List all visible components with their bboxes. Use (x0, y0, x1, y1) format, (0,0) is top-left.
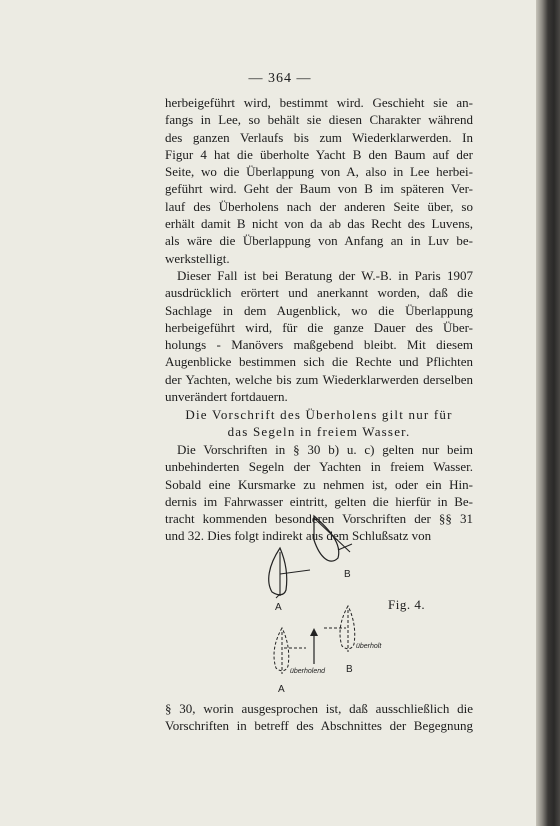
text-line: ausdrücklich erörtert und anerkannt worden, daß die (165, 285, 473, 301)
label-ueberholend: überholend (290, 668, 326, 675)
section-heading (165, 406, 473, 441)
text-line: Seite, wo die Überlappung von A, also in Lee herbei- (165, 164, 473, 180)
page-number: — 364 — (248, 71, 312, 86)
text-line: Augenblicke bestimmen sich die Rechte und Pflichten (165, 354, 473, 370)
book-binding-shadow (536, 0, 560, 826)
heading-line: Die Vorschrift des Überholens gilt nur für (185, 407, 453, 422)
figure-4-diagram (250, 510, 390, 700)
label-ueberholt: überholt (356, 643, 382, 650)
text-line: Sachlage in dem Augenblick, wo die Überlappung (165, 302, 473, 318)
label-a-top: A (275, 602, 282, 613)
text-line: dernis im Fahrwasser eintritt, gelten die hierfür in Be- (165, 493, 473, 509)
text-line: holungs - Manövers maßgebend bleibt. Mit diesem (165, 337, 473, 353)
text-line: Figur 4 hat die überholte Yacht B den Baum auf der (165, 146, 473, 162)
text-line: herbeigeführt wird, bestimmt wird. Geschieht sie an- (165, 95, 473, 110)
paragraph-2 (165, 267, 473, 405)
text-line: lauf des Überholens nach der anderen Seite über, so (165, 198, 473, 214)
text-line: Sobald eine Kursmarke zu nehmen ist, oder ein Hin- (165, 476, 473, 492)
text-line: unverändert fortdauern. (165, 389, 288, 405)
boat-b-bottom-icon (324, 606, 355, 652)
label-a-bottom: A (278, 684, 285, 695)
label-b-bottom: B (346, 664, 353, 675)
text-line: § 30, worin ausgesprochen ist, daß ausschließlich die (165, 701, 473, 716)
boat-a-top-icon (269, 548, 310, 598)
label-b-top: B (344, 569, 351, 580)
text-line: des ganzen Verlaufs bis zum Wiederklarwerden. In (165, 129, 473, 145)
text-line: werkstelligt. (165, 250, 230, 266)
text-line: und 32. Dies folgt indirekt aus dem Schlußsatz von (165, 528, 432, 544)
figure-caption: Fig. 4. (388, 597, 426, 612)
paragraph-1 (165, 94, 473, 267)
text-line: fangs in Lee, so behält sie diesen Charakter während (165, 112, 473, 128)
heading-line: das Segeln in freiem Wasser. (227, 424, 411, 440)
text-line: als wäre die Überlappung von Anfang an in Luv be- (165, 233, 473, 249)
text-line: tracht kommenden besonderen Vorschriften der §§ 31 (165, 511, 473, 527)
text-line: Vorschriften in betreff des Abschnittes der Begegnung (165, 718, 473, 734)
text-line: Dieser Fall ist bei Beratung der W.-B. in Paris 1907 (177, 268, 473, 283)
boat-b-top-icon (314, 516, 352, 561)
overtaking-arrow-icon (310, 628, 318, 664)
text-line: herbeigeführt wird, für die ganze Dauer des Über- (165, 319, 473, 335)
text-line: unbehinderten Segeln der Yachten in freiem Wasser. (165, 459, 473, 475)
paragraph-4 (165, 700, 473, 735)
text-line: der Yachten, welche bis zum Wiederklarwerden derselben (165, 371, 473, 387)
text-line: Die Vorschriften in § 30 b) u. c) gelten nur beim (177, 442, 473, 457)
text-line: erhält damit B nicht von da ab das Recht des Luvens, (165, 216, 473, 232)
text-line: geführt wird. Geht der Baum von B im späteren Ver- (165, 181, 473, 197)
